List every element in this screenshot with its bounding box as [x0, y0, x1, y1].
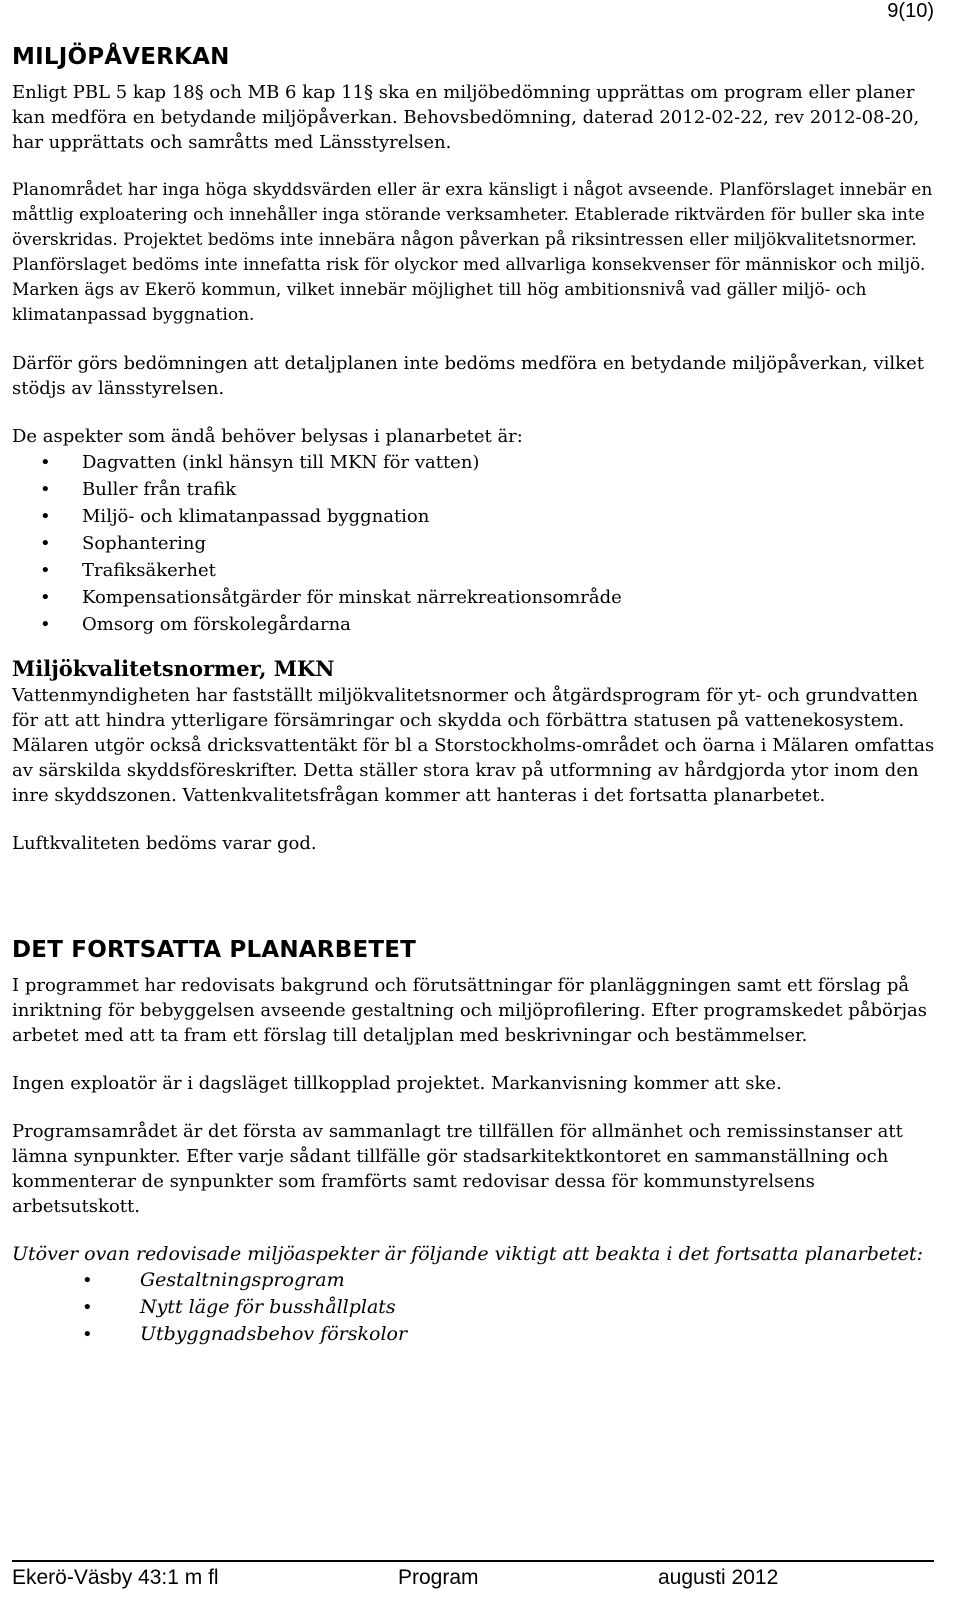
paragraph: Programsamrådet är det första av sammanlagt tre tillfällen för allmänhet och remissinstanser att lämna synpunkter. Efter varje sådant tillfälle gör stadsarkitektkontoret en sammanställning och kommenterar de synpunkter som framförts samt redovisar dessa för kommunstyrelsens arbetsutskott. — [12, 1121, 903, 1217]
document-body — [12, 44, 942, 1366]
footer-doc-type: Program — [398, 1566, 479, 1589]
list-item: • Gestaltningsprogram — [12, 1267, 942, 1294]
footer-date: augusti 2012 — [658, 1566, 779, 1589]
list-item: • Utbyggnadsbehov förskolor — [12, 1321, 942, 1348]
list-item: • Nytt läge för busshållplats — [12, 1294, 942, 1321]
italic-intro: Utöver ovan redovisade miljöaspekter är följande viktigt att beakta i det fortsatta planarbetet: — [12, 1243, 924, 1265]
page-number: 9(10) — [887, 0, 934, 22]
paragraph: Vattenmyndigheten har fastställt miljökvalitetsnormer och åtgärdsprogram för yt- och grundvatten för att att hindra ytterligare försämringar och skydda och förbättra statusen på vattenekosystem. Mälaren utgör också dricksvattentäkt för bl a Storstockholms-området och öarna i Mälaren omfattas av särskilda skyddsföreskrifter. Detta ställer stora krav på utformning av hårdgjorda ytor inom den inre skyddszonen. Vattenkvalitetsfrågan kommer att hanteras i det fortsatta planarbetet. — [12, 685, 935, 806]
list-item: • Kompensationsåtgärder för minskat närrekreationsområde — [12, 584, 942, 611]
list-item: • Buller från trafik — [12, 476, 942, 503]
footer-divider — [12, 1560, 934, 1562]
paragraph: Därför görs bedömningen att detaljplanen inte bedöms medföra en betydande miljöpåverkan, vilket stödjs av länsstyrelsen. — [12, 353, 924, 399]
paragraph: Planområdet har inga höga skyddsvärden eller är exra känsligt i något avseende. Planförslaget innebär en måttlig exploatering och innehåller inga störande verksamheter. Etablerade riktvärden för buller ska inte överskridas. Projektet bedöms inte innebära någon påverkan på riksintressen eller miljökvalitetsnormer. Planförslaget bedöms inte innefatta risk för olyckor med allvarliga konsekvenser för människor och miljö. Marken ägs av Ekerö kommun, vilket innebär möjlighet till hög ambitionsnivå vad gäller miljö- och klimatanpassad byggnation. — [12, 180, 933, 325]
aspects-list — [12, 449, 942, 638]
section-heading-mkn: Miljökvalitetsnormer, MKN — [12, 656, 335, 681]
section-heading-fortsatta-planarbetet: DET FORTSATTA PLANARBETET — [12, 937, 417, 963]
footer-project: Ekerö-Väsby 43:1 m fl — [12, 1566, 219, 1589]
list-item: • Sophantering — [12, 530, 942, 557]
section-heading-miljopaverkan: MILJÖPÅVERKAN — [12, 44, 230, 70]
list-intro: De aspekter som ändå behöver belysas i planarbetet är: — [12, 426, 523, 447]
list-item: • Omsorg om förskolegårdarna — [12, 611, 942, 638]
list-item: • Miljö- och klimatanpassad byggnation — [12, 503, 942, 530]
paragraph: Enligt PBL 5 kap 18§ och MB 6 kap 11§ ska en miljöbedömning upprättas om program eller planer kan medföra en betydande miljöpåverkan. Behovsbedömning, daterad 2012-02-22, rev 2012-08-20, har upprättats och samråtts med Länsstyrelsen. — [12, 82, 920, 153]
important-list — [12, 1267, 942, 1348]
list-item: • Trafiksäkerhet — [12, 557, 942, 584]
paragraph: Luftkvaliteten bedöms varar god. — [12, 833, 317, 854]
paragraph: I programmet har redovisats bakgrund och förutsättningar för planläggningen samt ett förslag på inriktning för bebyggelsen avseende gestaltning och miljöprofilering. Efter programskedet påbörjas arbetet med att ta fram ett förslag till detaljplan med beskrivningar och bestämmelser. — [12, 975, 928, 1046]
list-item: • Dagvatten (inkl hänsyn till MKN för vatten) — [12, 449, 942, 476]
paragraph: Ingen exploatör är i dagsläget tillkopplad projektet. Markanvisning kommer att ske. — [12, 1073, 782, 1094]
